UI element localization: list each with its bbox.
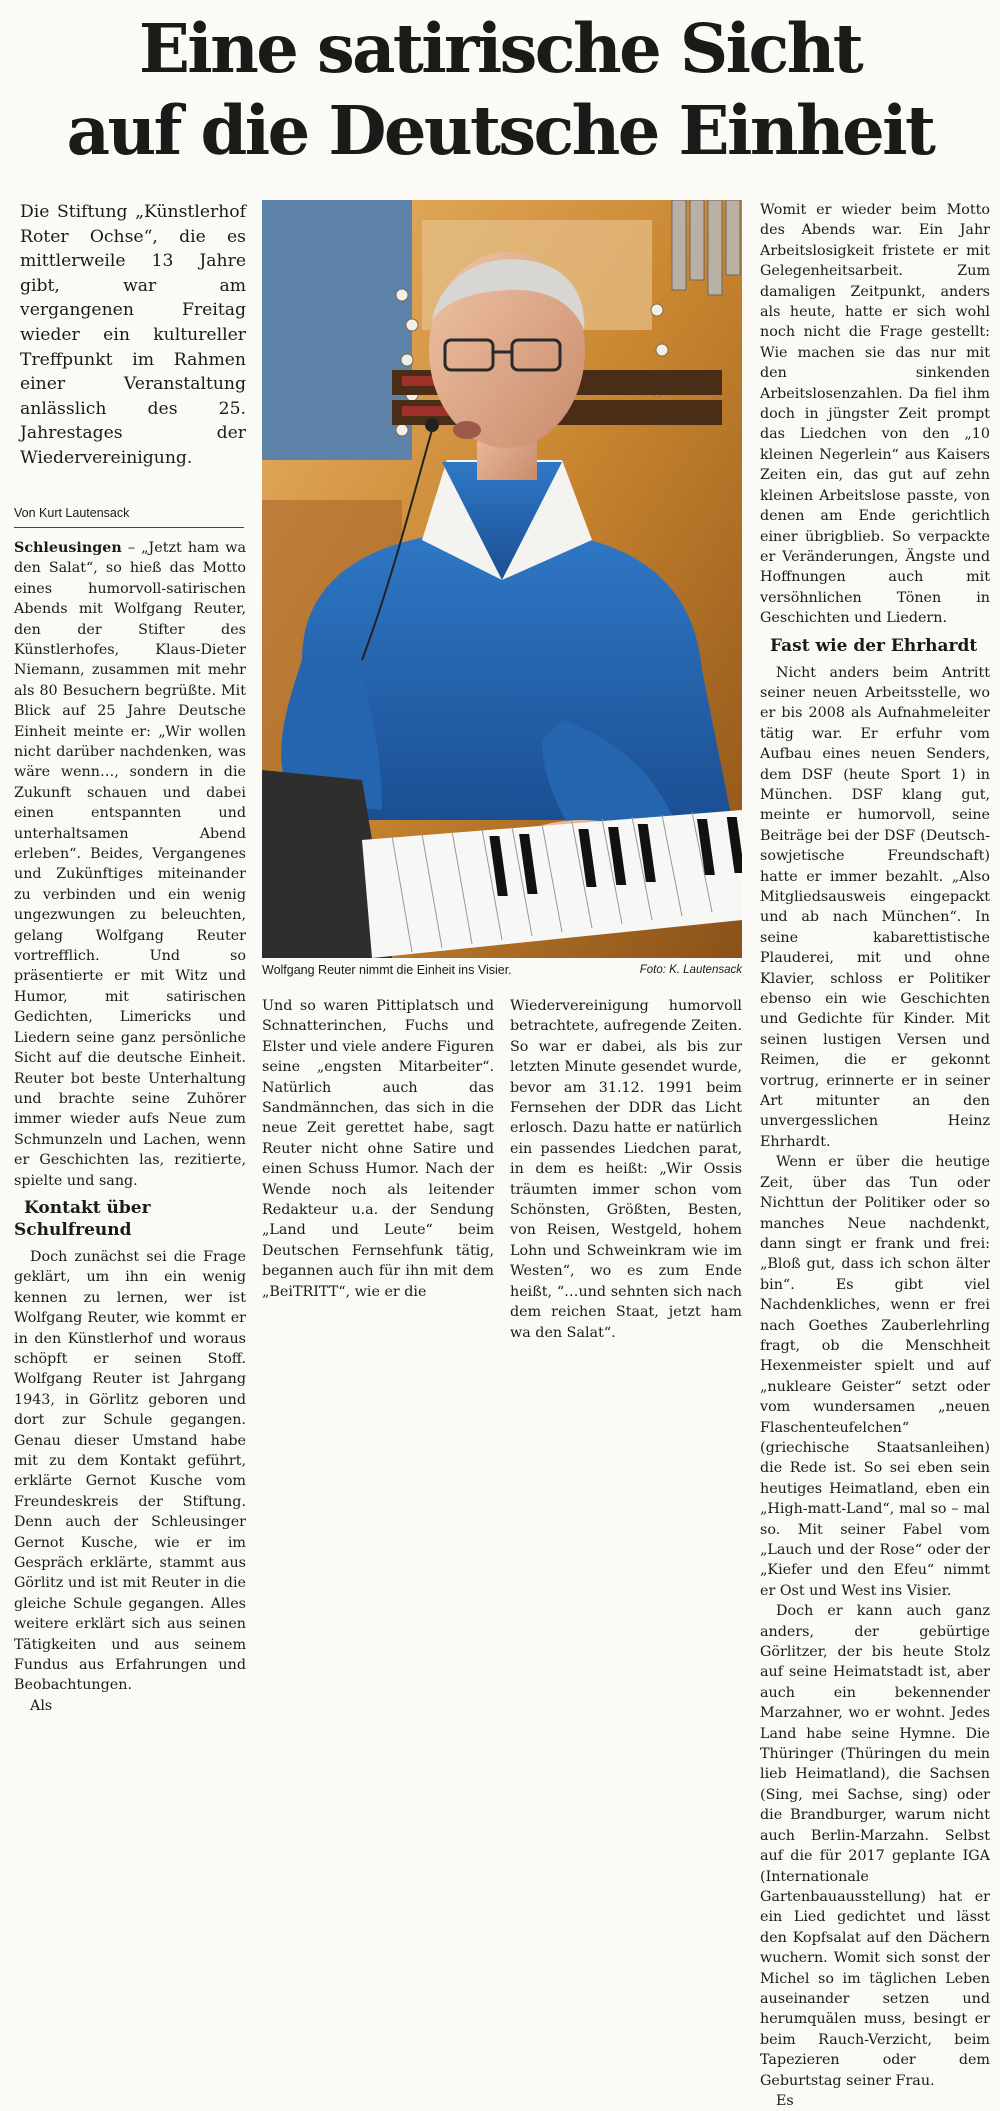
column-3 <box>510 996 742 1343</box>
body-paragraph-6: Nicht anders beim Antritt seiner neuen Arbeitsstelle, wo er bis 2008 als Aufnahmeleiter tätig war. Er erfuhr vom Aufbau eines neuen Senders, dem DSF (heute Sport 1) in München. DSF klang gut, meinte er humorvoll, seine Beiträge bei der DSF (Deutsch-sowjetische Freundschaft) hatte er immer bezahlt. „Also Mitgliedsausweis eingepackt und ab nach München“. In seine kabarettistische Plauderei, mit und ohne Klavier, schloss er Politiker ebenso ein wie Geschichten und Gedichte für Kinder. Mit seinen lustigen Versen und Reimen, die er gekonnt vortrug, erinnerte er in seiner Art mitunter an den unvergesslichen Heinz Ehrhardt. <box>760 664 990 1150</box>
body-paragraph-1 <box>14 538 246 1191</box>
body-paragraph-4: Und so waren Pittiplatsch und Schnatterinchen, Fuchs und Elster und viele andere Figuren seine „engsten Mitarbeiter“. Natürlich auch das Sandmännchen, das sich in die neue Zeit gerettet habe, sagt Reuter nicht ohne Satire und einen Schuss Humor. Nach der Wende noch als leitender Redakteur u.a. der Sendung „Land und Leute“ beim Deutschen Fernsehfunk tätig, begannen auch für ihn mit dem „BeiTRITT“, wie er die <box>262 998 494 1300</box>
photo-organist-illustration <box>262 200 742 958</box>
caption-text: Wolfgang Reuter nimmt die Einheit ins Visier. <box>262 963 512 977</box>
headline-line-1: Eine satirische Sicht <box>138 9 862 88</box>
body-paragraph-7: Wenn er über die heutige Zeit, über das Tun oder Nichttun der Politiker oder so manches Neue nachdenkt, dann singt er frank und frei: „Bloß gut, dass ich schon älter bin“. Es gibt viel Nachdenkliches, wenn er frei nach Goethes Zauberlehrling fragt, ob die Menschheit Hexenmeister spielt und auf „nukleare Geister“ setzt oder vom wundersamen „neuen Flaschenteufelchen“ (griechische Staatsanleihen) die Rede ist. So sei eben sein heutiges Heimatland, eben ein „High-matt-Land“, mal so – mal so. Mit seiner Fabel vom „Lauch und der Rose“ oder der „Kiefer und den Efeu“ nimmt er Ost und West ins Visier. <box>760 1154 990 1599</box>
dateline: Schleusingen <box>14 539 122 556</box>
subheading-2: Fast wie der Ehrhardt <box>770 635 978 656</box>
body-paragraph-8: Doch er kann auch ganz anders, der gebürtige Görlitzer, der bis heute Stolz auf seine Heimatstadt ist, aber auch ein bekennender Marzahner, wo er wohnt. Jedes Land habe seine Hymne. Die Thüringer (Thüringen du mein lieb Heimatland), die Sachsen (Sing, mei Sachse, sing) oder die Brandburger, warum nicht auch Berlin-Marzahn. Selbst auf die für 2017 geplante IGA (Internationale Gartenbauausstellung) hat er ein Lied gedichtet und lässt den Kopfsalat auf den Dächern wuchern. Womit sich sonst der Michel so im täglichen Leben auseinander setzen und herumquälen muss, besingt er beim Rauch-Verzicht, beim Tapezieren oder dem Geburtstag seiner Frau. <box>760 1603 990 2089</box>
article-photo <box>262 200 742 958</box>
column-4 <box>760 200 990 2111</box>
column-2 <box>262 996 494 1302</box>
body-paragraph-3: Als <box>30 1697 53 1714</box>
body-paragraph-9: Es <box>776 2092 794 2109</box>
headline-line-2: auf die Deutsche Einheit <box>66 91 934 170</box>
subheading-1: Kontakt über Schulfreund <box>14 1197 151 1240</box>
byline: Von Kurt Lautensack <box>14 503 244 528</box>
column-1 <box>14 200 246 1716</box>
body-text-1: – „Jetzt ham wa den Salat“, so hieß das Motto eines humorvoll-satirischen Abends mit Wolfgang Reuter, den der Stifter des Künstlerhofes, Klaus-Dieter Niemann, zusammen mit mehr als 80 Besuchern begrüßte. Mit Blick auf 25 Jahre Deutsche Einheit meinte er: „Wir wollen nicht darüber nachdenken, was wäre wenn…, sondern in die Zukunft schauen und dabei einen entspannten und unterhaltsamen Abend erleben“. Beides, Vergangenes und Zukünftiges miteinander zu verbinden und ein wenig ungezwungen zu beleuchten, gelang Wolfgang Reuter vortrefflich. Und so präsentierte er mit Witz und Humor, mit satirischen Gedichten, Limericks und Liedern seine ganz persönliche Sicht auf die deutsche Einheit. Reuter bot beste Unterhaltung und brachte seine Zuhörer immer wieder aufs Neue zum Schmunzeln und Lachen, wenn er Geschichten las, rezitierte, spielte und sang. <box>14 539 246 1189</box>
headline <box>0 8 1000 172</box>
photo-caption <box>262 962 742 978</box>
body-paragraph-2: Doch zunächst sei die Frage geklärt, um ihn ein wenig kennen zu lernen, wer ist Wolfgang Reuter, wie kommt er in den Künstlerhof und woraus schöpft er seinen Stoff. Wolfgang Reuter ist Jahrgang 1943, in Görlitz geboren und dort zur Schule gegangen. Genau dieser Umstand habe mit zu dem Kontakt geführt, erklärte Gernot Kusche vom Freundeskreis der Stiftung. Denn auch der Schleusinger Gernot Kusche, wie er im Gespräch erklärte, stammt aus Görlitz und ist mit Reuter in die gleiche Schule gegangen. Alles weitere erklärt sich aus seinen Tätigkeiten und aus seinem Fundus aus Erfahrungen und Beobachtungen. <box>14 1248 246 1694</box>
body-paragraph-continued: Womit er wieder beim Motto des Abends war. Ein Jahr Arbeitslosigkeit fristete er mit Gelegenheitsarbeit. Zum damaligen Zeitpunkt, anders als heute, hatte er sich wohl noch nicht die Frage gestellt: Wie machen sie das nur mit den sinkenden Arbeitslosenzahlen. Da fiel ihm doch in jüngster Zeit prompt das Liedchen von den „10 kleinen Negerlein“ aus Kaisers Zeiten ein, das gut auf zehn kleinen Arbeitslose passte, von denen am Ende gerichtlich einer übrigblieb. So verpackte er Veränderungen, Ängste und Hoffnungen auch mit versöhnlichen Tönen in Geschichten und Liedern. <box>760 202 990 627</box>
photo-credit: Foto: K. Lautensack <box>639 964 742 976</box>
body-paragraph-continued: Wiedervereinigung humorvoll betrachtete, aufregende Zeiten. So war er dabei, als bis zur letzten Minute gesendet wurde, bevor am 31.12. 1991 beim Fernsehen der DDR das Licht erlosch. Dazu hatte er natürlich ein passendes Liedchen parat, in dem es heißt: „Wir Ossis träumten immer schon vom Schönsten, Größten, Besten, von Reisen, Westgeld, hohem Lohn und Schweinkram wie im Westen“, wo es zum Ende heißt, “…und sehnten sich nach dem reichen Staat, jetzt ham wa den Salat“. <box>510 998 742 1341</box>
lead-paragraph: Die Stiftung „Künstlerhof Roter Ochse“, die es mittlerweile 13 Jahre gibt, war am vergangenen Freitag wieder ein kultureller Treffpunkt im Rahmen einer Veranstaltung anlässlich des 25. Jahrestages der Wiedervereinigung. <box>20 202 246 468</box>
